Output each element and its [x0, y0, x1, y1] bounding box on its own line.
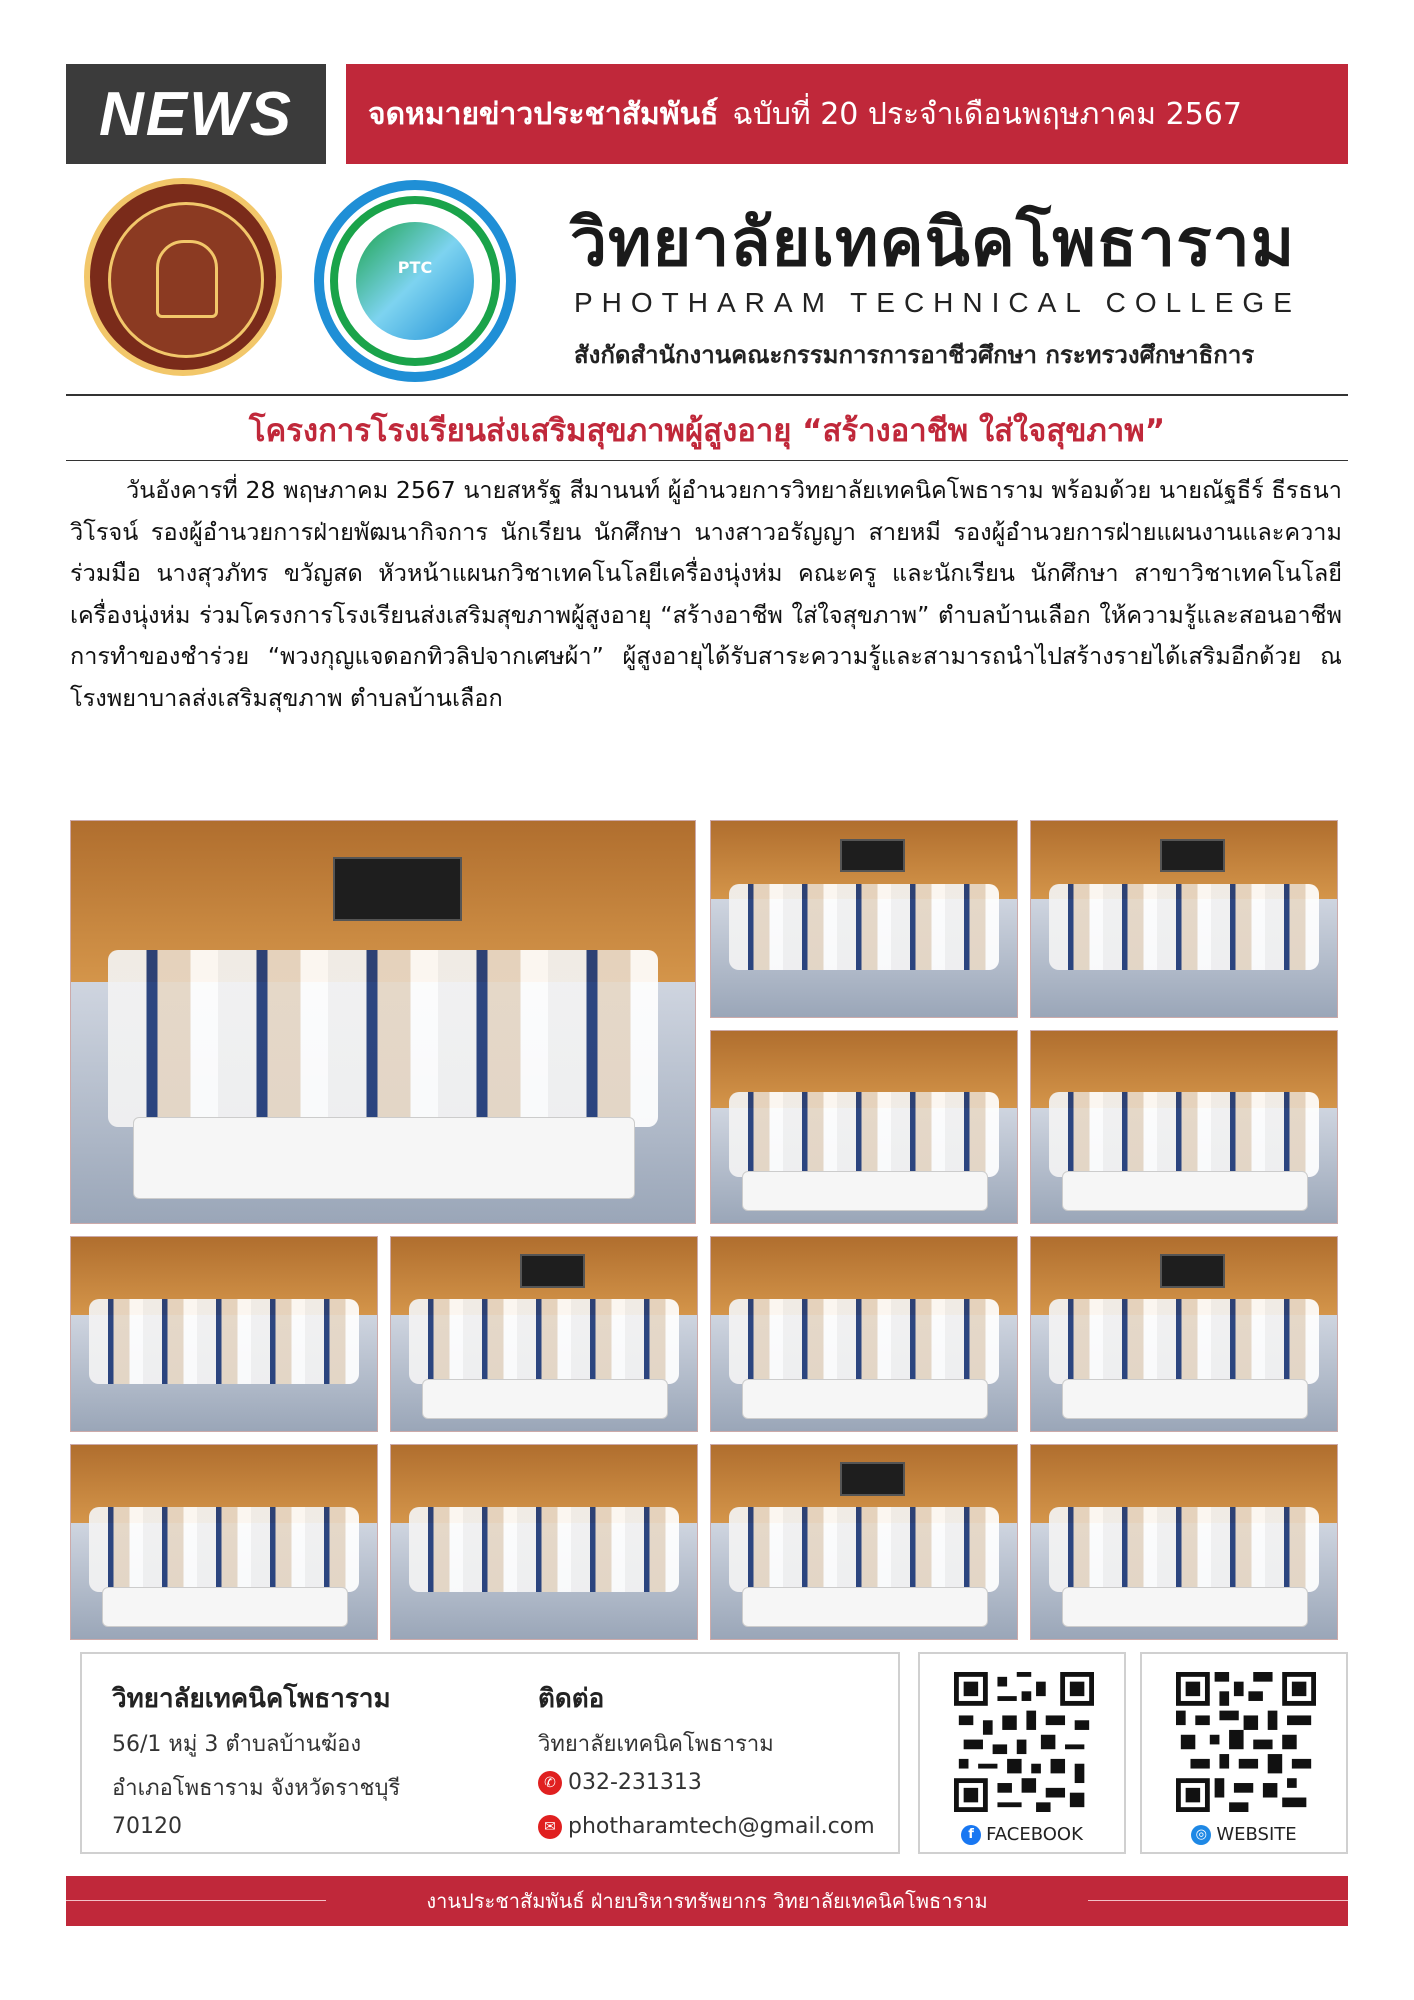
seal-emblem	[108, 202, 264, 358]
vocational-seal-logo	[84, 178, 282, 376]
issue-info: ฉบับที่ 20 ประจำเดือนพฤษภาคม 2567	[732, 96, 1242, 132]
footer-bar-text: งานประชาสัมพันธ์ ฝ่ายบริหารทรัพยากร วิทยาลัยเทคนิคโพธาราม	[426, 1889, 988, 1913]
facebook-qr-box[interactable]	[918, 1652, 1126, 1854]
address-line: 56/1 หมู่ 3 ตำบลบ้านฆ้อง	[112, 1732, 362, 1757]
article-paragraph: วันอังคารที่ 28 พฤษภาคม 2567 นายสหรัฐ สีมานนท์ ผู้อำนวยการวิทยาลัยเทคนิคโพธาราม พร้อมด้วย นายณัฐธีร์ ธีรธนาวิโรจน์ รองผู้อำนวยการฝ่ายพัฒนากิจการ นักเรียน นักศึกษา นางสาวอรัญญา สายหมี รองผู้อำนวยการฝ่ายแผนงานและความร่วมมือ นางสุวภัทร ขวัญสด หัวหน้าแผนกวิชาเทคโนโลยีเครื่องนุ่งห่ม คณะครู และนักเรียน นักศึกษา สาขาวิชาเทคโนโลยีเครื่องนุ่งห่ม ร่วมโครงการโรงเรียนส่งเสริมสุขภาพผู้สูงอายุ “สร้างอาชีพ ใส่ใจสุขภาพ” ตำบลบ้านเลือก ให้ความรู้และสอนอาชีพการทำของชำร่วย “พวงกุญแจดอกทิวลิปจากเศษผ้า” ผู้สูงอายุได้รับสาระความรู้และสามารถนำไปสร้างรายได้เสริมอีกด้วย ณ โรงพยาบาลส่งเสริมสุขภาพ ตำบลบ้านเลือก	[70, 476, 1342, 712]
photo-activity	[1030, 1236, 1338, 1432]
photo-activity	[710, 1236, 1018, 1432]
contact-box	[80, 1652, 900, 1854]
ptc-logo-text: PTC	[397, 258, 433, 277]
contact-name: วิทยาลัยเทคนิคโพธาราม	[538, 1732, 774, 1757]
photo-activity	[1030, 1444, 1338, 1640]
phone-row	[538, 1770, 702, 1795]
website-qr-code[interactable]	[1176, 1672, 1316, 1812]
photo-activity	[70, 1236, 378, 1432]
website-label-row	[1142, 1824, 1346, 1845]
college-name-th: วิทยาลัยเทคนิคโพธาราม	[570, 204, 1296, 281]
college-affiliation: สังกัดสำนักงานคณะกรรมการการอาชีวศึกษา กระทรวงศึกษาธิการ	[574, 341, 1255, 369]
address-line: อำเภอโพธาราม จังหวัดราชบุรี	[112, 1776, 401, 1801]
news-label: NEWS	[66, 64, 326, 164]
photo-group	[1030, 820, 1338, 1018]
divider-top	[66, 394, 1348, 396]
facebook-qr-code[interactable]	[954, 1672, 1094, 1812]
website-qr-box[interactable]	[1140, 1652, 1348, 1854]
footer-bar	[66, 1876, 1348, 1926]
email-row	[538, 1814, 875, 1839]
issue-bar	[346, 64, 1348, 164]
issue-title: จดหมายข่าวประชาสัมพันธ์	[368, 96, 719, 132]
photo-activity	[70, 1444, 378, 1640]
globe-icon: ◎	[1191, 1825, 1211, 1845]
photo-group-main	[70, 820, 696, 1224]
mail-icon: ✉	[538, 1815, 562, 1839]
ptc-logo	[314, 180, 516, 382]
photo-activity	[390, 1444, 698, 1640]
contact-title: ติดต่อ	[538, 1684, 605, 1714]
facebook-label-row	[920, 1824, 1124, 1845]
photo-activity	[710, 1444, 1018, 1640]
divider-headline	[66, 460, 1348, 461]
facebook-icon: f	[961, 1825, 981, 1845]
photo-activity	[1030, 1030, 1338, 1224]
college-name-en: PHOTHARAM TECHNICAL COLLEGE	[574, 287, 1301, 318]
photo-activity	[710, 1030, 1018, 1224]
phone-icon: ✆	[538, 1771, 562, 1795]
article-headline: โครงการโรงเรียนส่งเสริมสุขภาพผู้สูงอายุ “สร้างอาชีพ ใส่ใจสุขภาพ”	[248, 413, 1166, 449]
email-address[interactable]: photharamtech@gmail.com	[568, 1814, 875, 1839]
photo-group	[710, 820, 1018, 1018]
facebook-label: FACEBOOK	[986, 1824, 1083, 1845]
website-label: WEBSITE	[1216, 1824, 1297, 1845]
photo-activity	[390, 1236, 698, 1432]
article-body	[70, 470, 1342, 719]
address-line: 70120	[112, 1814, 182, 1839]
phone-number[interactable]: 032-231313	[568, 1770, 702, 1795]
address-title: วิทยาลัยเทคนิคโพธาราม	[112, 1684, 391, 1714]
